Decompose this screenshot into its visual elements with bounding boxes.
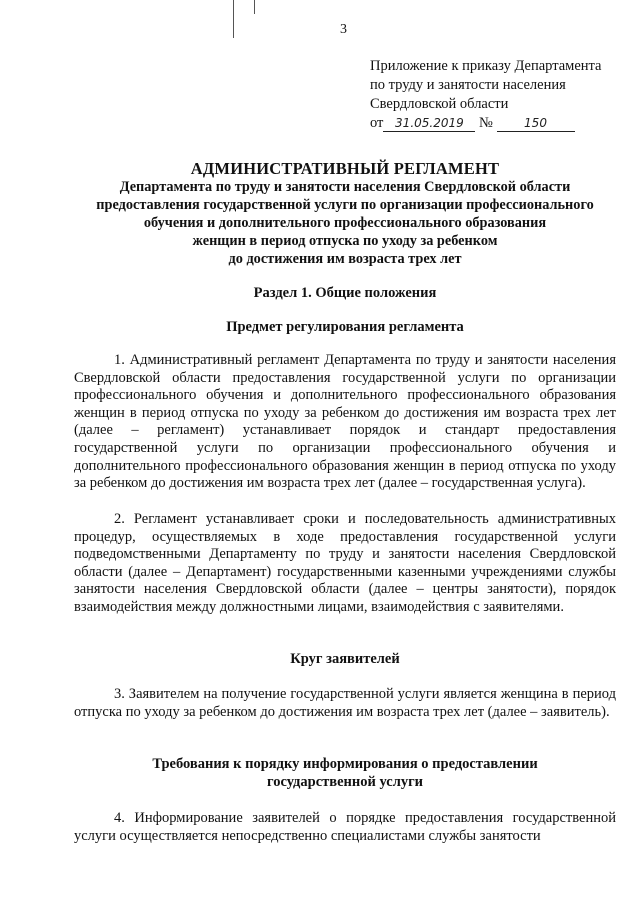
title-line-4: женщин в период отпуска по уходу за ребенком	[192, 233, 498, 249]
page-number: 3	[340, 22, 347, 37]
document-title-block	[70, 160, 620, 268]
title-line-3: обучения и дополнительного профессионального образования	[143, 215, 547, 231]
handwritten-number: 150	[497, 116, 575, 132]
annex-line-2: по труду и занятости населения	[370, 77, 566, 93]
annex-header	[370, 57, 630, 133]
subheading-subject: Предмет регулирования регламента	[226, 319, 464, 335]
subheading-informing-line-2: государственной услуги	[266, 774, 424, 790]
annex-line-3: Свердловской области	[370, 96, 509, 112]
number-prefix: №	[479, 115, 493, 131]
paragraph-4: 4. Информирование заявителей о порядке предоставления государственной услуги осуществляется непосредственно специалистами службы занятости	[74, 810, 616, 844]
subheading-applicants: Круг заявителей	[290, 651, 400, 667]
subheading-informing	[70, 755, 620, 791]
title-line-5: до достижения им возраста трех лет	[228, 251, 462, 267]
handwritten-date: 31.05.2019	[383, 116, 475, 132]
title-line-2: предоставления государственной услуги по организации профессионального	[96, 197, 594, 213]
section-heading: Раздел 1. Общие положения	[253, 285, 437, 301]
subheading-informing-line-1: Требования к порядку информирования о предоставлении	[152, 756, 538, 772]
annex-date-number-line	[370, 114, 630, 133]
scan-fold-line-2	[254, 0, 255, 14]
annex-line-1: Приложение к приказу Департамента	[370, 58, 602, 74]
paragraph-1: 1. Административный регламент Департамента по труду и занятости населения Свердловской области предоставления государственной услуги по организации профессионального обучения и дополнительного профессионального образования женщин в период отпуска по уходу за ребенком до достижения им возраста трех лет (далее – регламент) устанавливает порядок и стандарт предоставления государственной услуги по организации профессионального обучения и дополнительного профессионального образования женщин в период отпуска по уходу за ребенком до достижения им возраста трех лет (далее – государственная услуга).	[74, 352, 616, 492]
document-title: АДМИНИСТРАТИВНЫЙ РЕГЛАМЕНТ	[190, 159, 500, 178]
title-line-1: Департамента по труду и занятости населения Свердловской области	[119, 179, 571, 195]
date-prefix: от	[370, 115, 384, 131]
paragraph-2: 2. Регламент устанавливает сроки и последовательность административных процедур, осуществляемых в ходе предоставления государственной услуги подведомственными Департаменту по труду и занятости населения Свердловской области (далее – Департамент) государственными казенными учреждениями службы занятости населения Свердловской области (далее – центры занятости), порядок взаимодействия между должностными лицами, взаимодействия с заявителями.	[74, 511, 616, 615]
paragraph-3: 3. Заявителем на получение государственной услуги является женщина в период отпуска по уходу за ребенком до достижения им возраста трех лет (далее – заявитель).	[74, 686, 616, 720]
scan-fold-line	[233, 0, 234, 38]
